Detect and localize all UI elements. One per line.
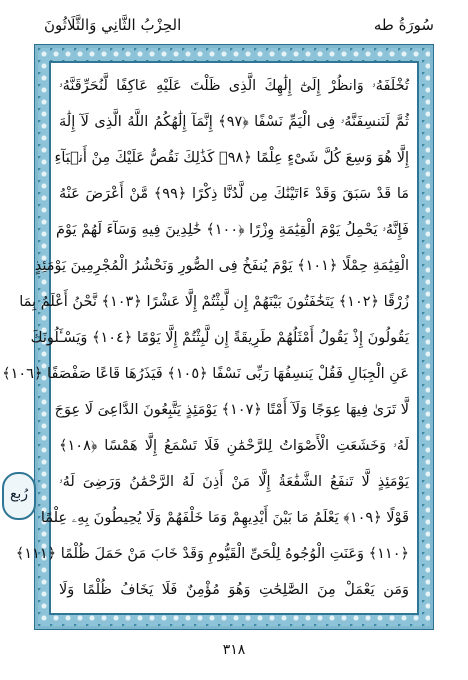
rub-label: رُبع [9, 486, 29, 502]
verse-line-13: قَوْلًا ﴿١٠٩﴾ يَعْلَمُ مَا بَيْنَ أَيْدِيهِمْ وَمَا خَلْفَهُمْ وَلَا يُحِيطُونَ بِهِۦ عِلْمًا [40, 510, 409, 526]
page-header [40, 10, 434, 40]
page-number: ٣١٨ [222, 642, 246, 658]
verse-line-10: لَّا تَرَىٰ فِيهَا عِوَجًا وَلَآ أَمْتًا ﴿١٠٧﴾ يَوْمَئِذٍ يَتَّبِعُونَ الدَّاعِىَ لَا عِوَجَ [54, 402, 409, 418]
verse-line-5: فَإِنَّهُۥ يَحْمِلُ يَوْمَ الْقِيَٰمَةِ وِزْرًا ﴿١٠٠﴾ خَٰلِدِينَ فِيهِ وَسَآءَ لَهُمْ يَوْمَ [56, 222, 409, 238]
verse-line-1: تُخْلَفَهُۥ وَانظُرْ إِلَىٰٓ إِلَٰهِكَ الَّذِى ظَلْتَ عَلَيْهِ عَاكِفًا لَّنُحَرِّقَنَّهُۥ [59, 78, 409, 94]
verse-line-11: لَهُۥ وَخَشَعَتِ الْأَصْوَاتُ لِلرَّحْمَٰنِ فَلَا تَسْمَعُ إِلَّا هَمْسًا ﴿١٠٨﴾ [59, 438, 409, 454]
surah-name: سُورَةُ طه [373, 16, 434, 34]
verse-line-7: زُرْقًا ﴿١٠٢﴾ يَتَخَٰفَتُونَ بَيْنَهُمْ إِن لَّبِثْتُمْ إِلَّا عَشْرًا ﴿١٠٣﴾ نَّحْنُ أَعْلَمُ بِمَا [19, 294, 409, 310]
verse-line-9: عَنِ الْجِبَالِ فَقُلْ يَنسِفُهَا رَبِّى نَسْفًا ﴿١٠٥﴾ فَيَذَرُهَا قَاعًا صَفْصَفًا ﴿١٠٦﴾ [2, 366, 409, 382]
verse-line-4: مَا قَدْ سَبَقَ وَقَدْ ءَاتَيْنَٰكَ مِن لَّدُنَّا ذِكْرًا ﴿٩٩﴾ مَّنْ أَعْرَضَ عَنْهُ [59, 186, 410, 202]
verse-line-15: وَمَن يَعْمَلْ مِنَ الصَّٰلِحَٰتِ وَهُوَ مُؤْمِنٌ فَلَا يَخَافُ ظُلْمًا وَلَا [59, 582, 409, 598]
verse-line-14: ﴿١١٠﴾ وَعَنَتِ الْوُجُوهُ لِلْحَىِّ الْقَيُّومِ وَقَدْ خَابَ مَنْ حَمَلَ ظُلْمًا ﴿١١١﴾ [15, 546, 409, 562]
rub-hizb-marker [2, 472, 36, 520]
verse-line-3: إِلَّا هُوَ وَسِعَ كُلَّ شَىْءٍ عِلْمًا ﴿٩٨﴾ كَذَٰلِكَ نَقُصُّ عَلَيْكَ مِنْ أَنۢبَآءِ [54, 150, 409, 166]
verse-line-12: يَوْمَئِذٍ لَّا تَنفَعُ الشَّفَٰعَةُ إِلَّا مَنْ أَذِنَ لَهُ الرَّحْمَٰنُ وَرَضِىَ لَهُۥ [59, 474, 409, 490]
verse-line-2: ثُمَّ لَنَنسِفَنَّهُۥ فِى الْيَمِّ نَسْفًا ﴿٩٧﴾ إِنَّمَآ إِلَٰهُكُمُ اللَّهُ الَّذِى لَآ إِلَٰهَ [59, 114, 409, 130]
verse-line-8: يَقُولُونَ إِذْ يَقُولُ أَمْثَلُهُمْ طَرِيقَةً إِن لَّبِثْتُمْ إِلَّا يَوْمًا ﴿١٠٤﴾ وَيَسْـَٔلُونَكَ [30, 330, 409, 346]
verse-line-6: الْقِيَٰمَةِ حِمْلًا ﴿١٠١﴾ يَوْمَ يُنفَخُ فِى الصُّورِ وَنَحْشُرُ الْمُجْرِمِينَ يَوْمَئِذٍ [34, 258, 409, 274]
hizb-label: الحِزْبُ الثَّانِي وَالثَّلَاثُونَ [44, 16, 182, 34]
